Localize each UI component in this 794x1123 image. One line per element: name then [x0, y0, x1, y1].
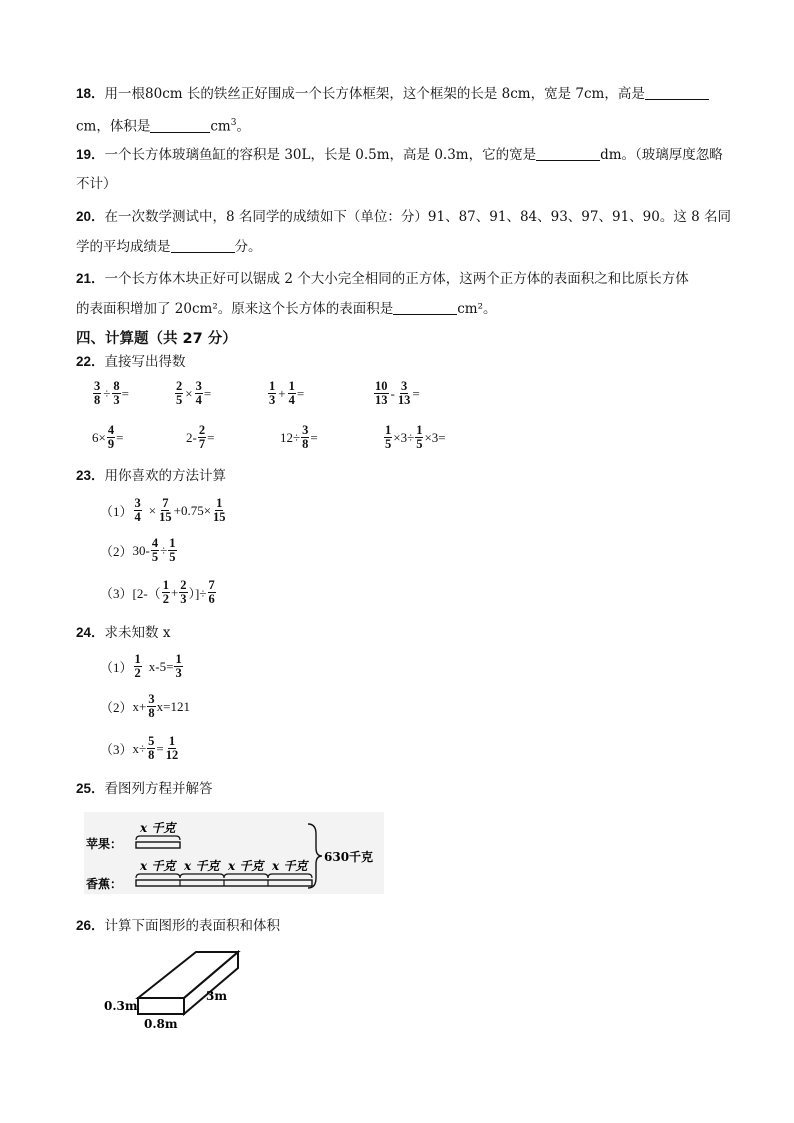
- part-label: （1）: [100, 504, 133, 519]
- question-text: 一个长方体木块正好可以锯成 2 个大小完全相同的正方体，这两个正方体的表面积之和比原长方体: [104, 271, 689, 287]
- q22-expression-5: 6× $\frac{4}{9}$ =: [92, 423, 124, 451]
- section-heading: 四、计算题（共 27 分）: [76, 331, 237, 347]
- equals-sign: =: [121, 385, 129, 401]
- question-text: cm²。: [457, 301, 497, 317]
- question-number: 26．: [76, 918, 105, 933]
- q23-part-1: （1） $\frac{3}{4}$ × $\frac{7}{15}$ +0.75× $\frac{1}{15}$: [100, 496, 226, 524]
- fraction: $\frac{4}{9}$: [107, 423, 115, 451]
- question-number: 21．: [76, 271, 105, 286]
- q23-part-3: （3） [2-（ $\frac{1}{2}$ + $\frac{2}{3}$ ）]÷ $\frac{7}{6}$: [100, 578, 215, 606]
- fraction: $\frac{8}{3}$: [113, 379, 120, 407]
- fruit-line-diagram: [84, 812, 384, 894]
- question-19-line1: [76, 145, 723, 165]
- fraction: $\frac{1}{3}$: [269, 379, 276, 407]
- apple-quantity-label: x 千克: [140, 821, 176, 835]
- q22-expression-3: [267, 380, 304, 407]
- operator: ×: [185, 385, 193, 401]
- question-22-title: [76, 352, 186, 372]
- total-label: 630千克: [324, 850, 374, 864]
- cuboid-figure: [100, 946, 250, 1036]
- question-number: 24．: [76, 625, 105, 640]
- banana-quantity-label: x 千克: [184, 859, 220, 873]
- q24-part-3: （3） x÷ $\frac{5}{8}$ = $\frac{1}{12}$: [100, 734, 179, 762]
- q22-expression-6: 2- $\frac{2}{7}$ =: [186, 423, 215, 451]
- punctuation: 。: [236, 118, 250, 135]
- unit-text: cm: [210, 118, 231, 135]
- q22-expression-4: [373, 380, 420, 407]
- q24-part-1: （1） $\frac{1}{2}$ x-5= $\frac{1}{3}$: [100, 652, 182, 680]
- operator: +: [278, 385, 286, 401]
- part-label: （3）: [100, 586, 133, 601]
- answer-blank[interactable]: [171, 238, 235, 253]
- fraction: $\frac{3}{8}$: [302, 423, 309, 451]
- unit-superscript: 3: [230, 118, 237, 128]
- q22-expression-1: [92, 380, 129, 407]
- answer-blank[interactable]: [393, 300, 457, 315]
- cuboid-side-face: [184, 952, 238, 1014]
- question-text: 不计）: [76, 176, 117, 192]
- width-label: 0.8m: [144, 1017, 178, 1031]
- question-21-line1: [76, 269, 689, 289]
- question-text: 学的平均成绩是: [76, 239, 171, 255]
- equals-sign: =: [412, 385, 420, 401]
- question-23-title: [76, 466, 226, 486]
- question-text: 一个长方体玻璃鱼缸的容积是 30L，长是 0.5m，高是 0.3m，它的宽是: [104, 147, 537, 163]
- question-number: 20．: [76, 209, 105, 224]
- question-number: 19．: [76, 147, 105, 162]
- question-text: 计算下面图形的表面积和体积: [104, 918, 281, 934]
- question-18-line2: [76, 113, 250, 137]
- question-text: 在一次数学测试中，8 名同学的成绩如下（单位：分）91、87、91、84、93、97、91、90。这 8 名同: [104, 209, 732, 225]
- question-number: 22．: [76, 354, 105, 369]
- question-text: 用你喜欢的方法计算: [104, 468, 227, 484]
- fraction: $\frac{2}{7}$: [198, 423, 206, 451]
- question-number: 18．: [76, 86, 105, 101]
- question-24-title: [76, 623, 170, 643]
- length-label: 3m: [206, 989, 228, 1003]
- fraction: $\frac{3}{4}$: [195, 379, 202, 407]
- question-text: cm，体积是: [76, 118, 151, 135]
- q24-part-2: （2） x+ $\frac{3}{8}$ x=121: [100, 692, 190, 720]
- question-18-line1: [76, 84, 709, 104]
- fraction: $\frac{10}{13}$: [375, 379, 388, 407]
- question-text: 分。: [234, 239, 262, 255]
- operator: ÷: [103, 385, 111, 401]
- equals-sign: =: [203, 385, 212, 401]
- equals-sign: =: [296, 385, 305, 401]
- q22-expression-7: 12÷ $\frac{3}{8}$ =: [280, 423, 318, 451]
- banana-label: 香蕉：: [86, 877, 123, 891]
- question-25-title: [76, 779, 213, 799]
- question-20-line2: [76, 237, 262, 257]
- question-text: dm。（玻璃厚度忽略: [600, 147, 723, 163]
- question-text: 看图列方程并解答: [104, 781, 213, 797]
- part-label: （2）: [100, 544, 133, 559]
- banana-quantity-label: x 千克: [140, 859, 176, 873]
- answer-blank[interactable]: [150, 118, 210, 133]
- q22-expression-2: [174, 380, 211, 407]
- question-19-line2: [76, 174, 117, 194]
- question-number: 25．: [76, 781, 105, 796]
- answer-blank[interactable]: [536, 146, 600, 161]
- cuboid-front-face: [138, 998, 184, 1014]
- fraction: $\frac{2}{5}$: [176, 379, 183, 407]
- question-text: 直接写出得数: [104, 354, 186, 370]
- question-text: 用一根80cm 长的铁丝正好围成一个长方体框架，这个框架的长是 8cm，宽是 7cm，高是: [104, 86, 645, 102]
- q22-expression-8: $\frac{1}{5}$ ×3÷ $\frac{1}{5}$ ×3=: [385, 423, 446, 451]
- question-number: 23．: [76, 468, 105, 483]
- banana-quantity-label: x 千克: [228, 859, 264, 873]
- fraction: $\frac{3}{13}$: [397, 379, 411, 407]
- question-21-line2: [76, 299, 497, 319]
- answer-blank[interactable]: [645, 85, 709, 100]
- banana-quantity-label: x 千克: [272, 859, 308, 873]
- part-label: （1）: [100, 660, 133, 675]
- question-26-title: [76, 916, 280, 936]
- q23-part-2: （2） 30- $\frac{4}{5}$ ÷ $\frac{1}{5}$: [100, 536, 176, 564]
- question-text: 求未知数 x: [104, 625, 171, 641]
- height-label: 0.3m: [104, 999, 138, 1013]
- fraction: $\frac{3}{8}$: [94, 379, 101, 407]
- apple-label: 苹果：: [86, 837, 123, 851]
- fraction: $\frac{1}{5}$: [416, 423, 423, 451]
- question-text: 的表面积增加了 20cm²。原来这个长方体的表面积是: [76, 301, 394, 317]
- question-20-line1: [76, 207, 731, 227]
- fraction: $\frac{1}{4}$: [288, 379, 295, 407]
- part-label: （2）: [100, 700, 133, 715]
- part-label: （3）: [100, 742, 133, 757]
- operator: -: [390, 385, 395, 401]
- fraction: $\frac{1}{5}$: [385, 423, 392, 451]
